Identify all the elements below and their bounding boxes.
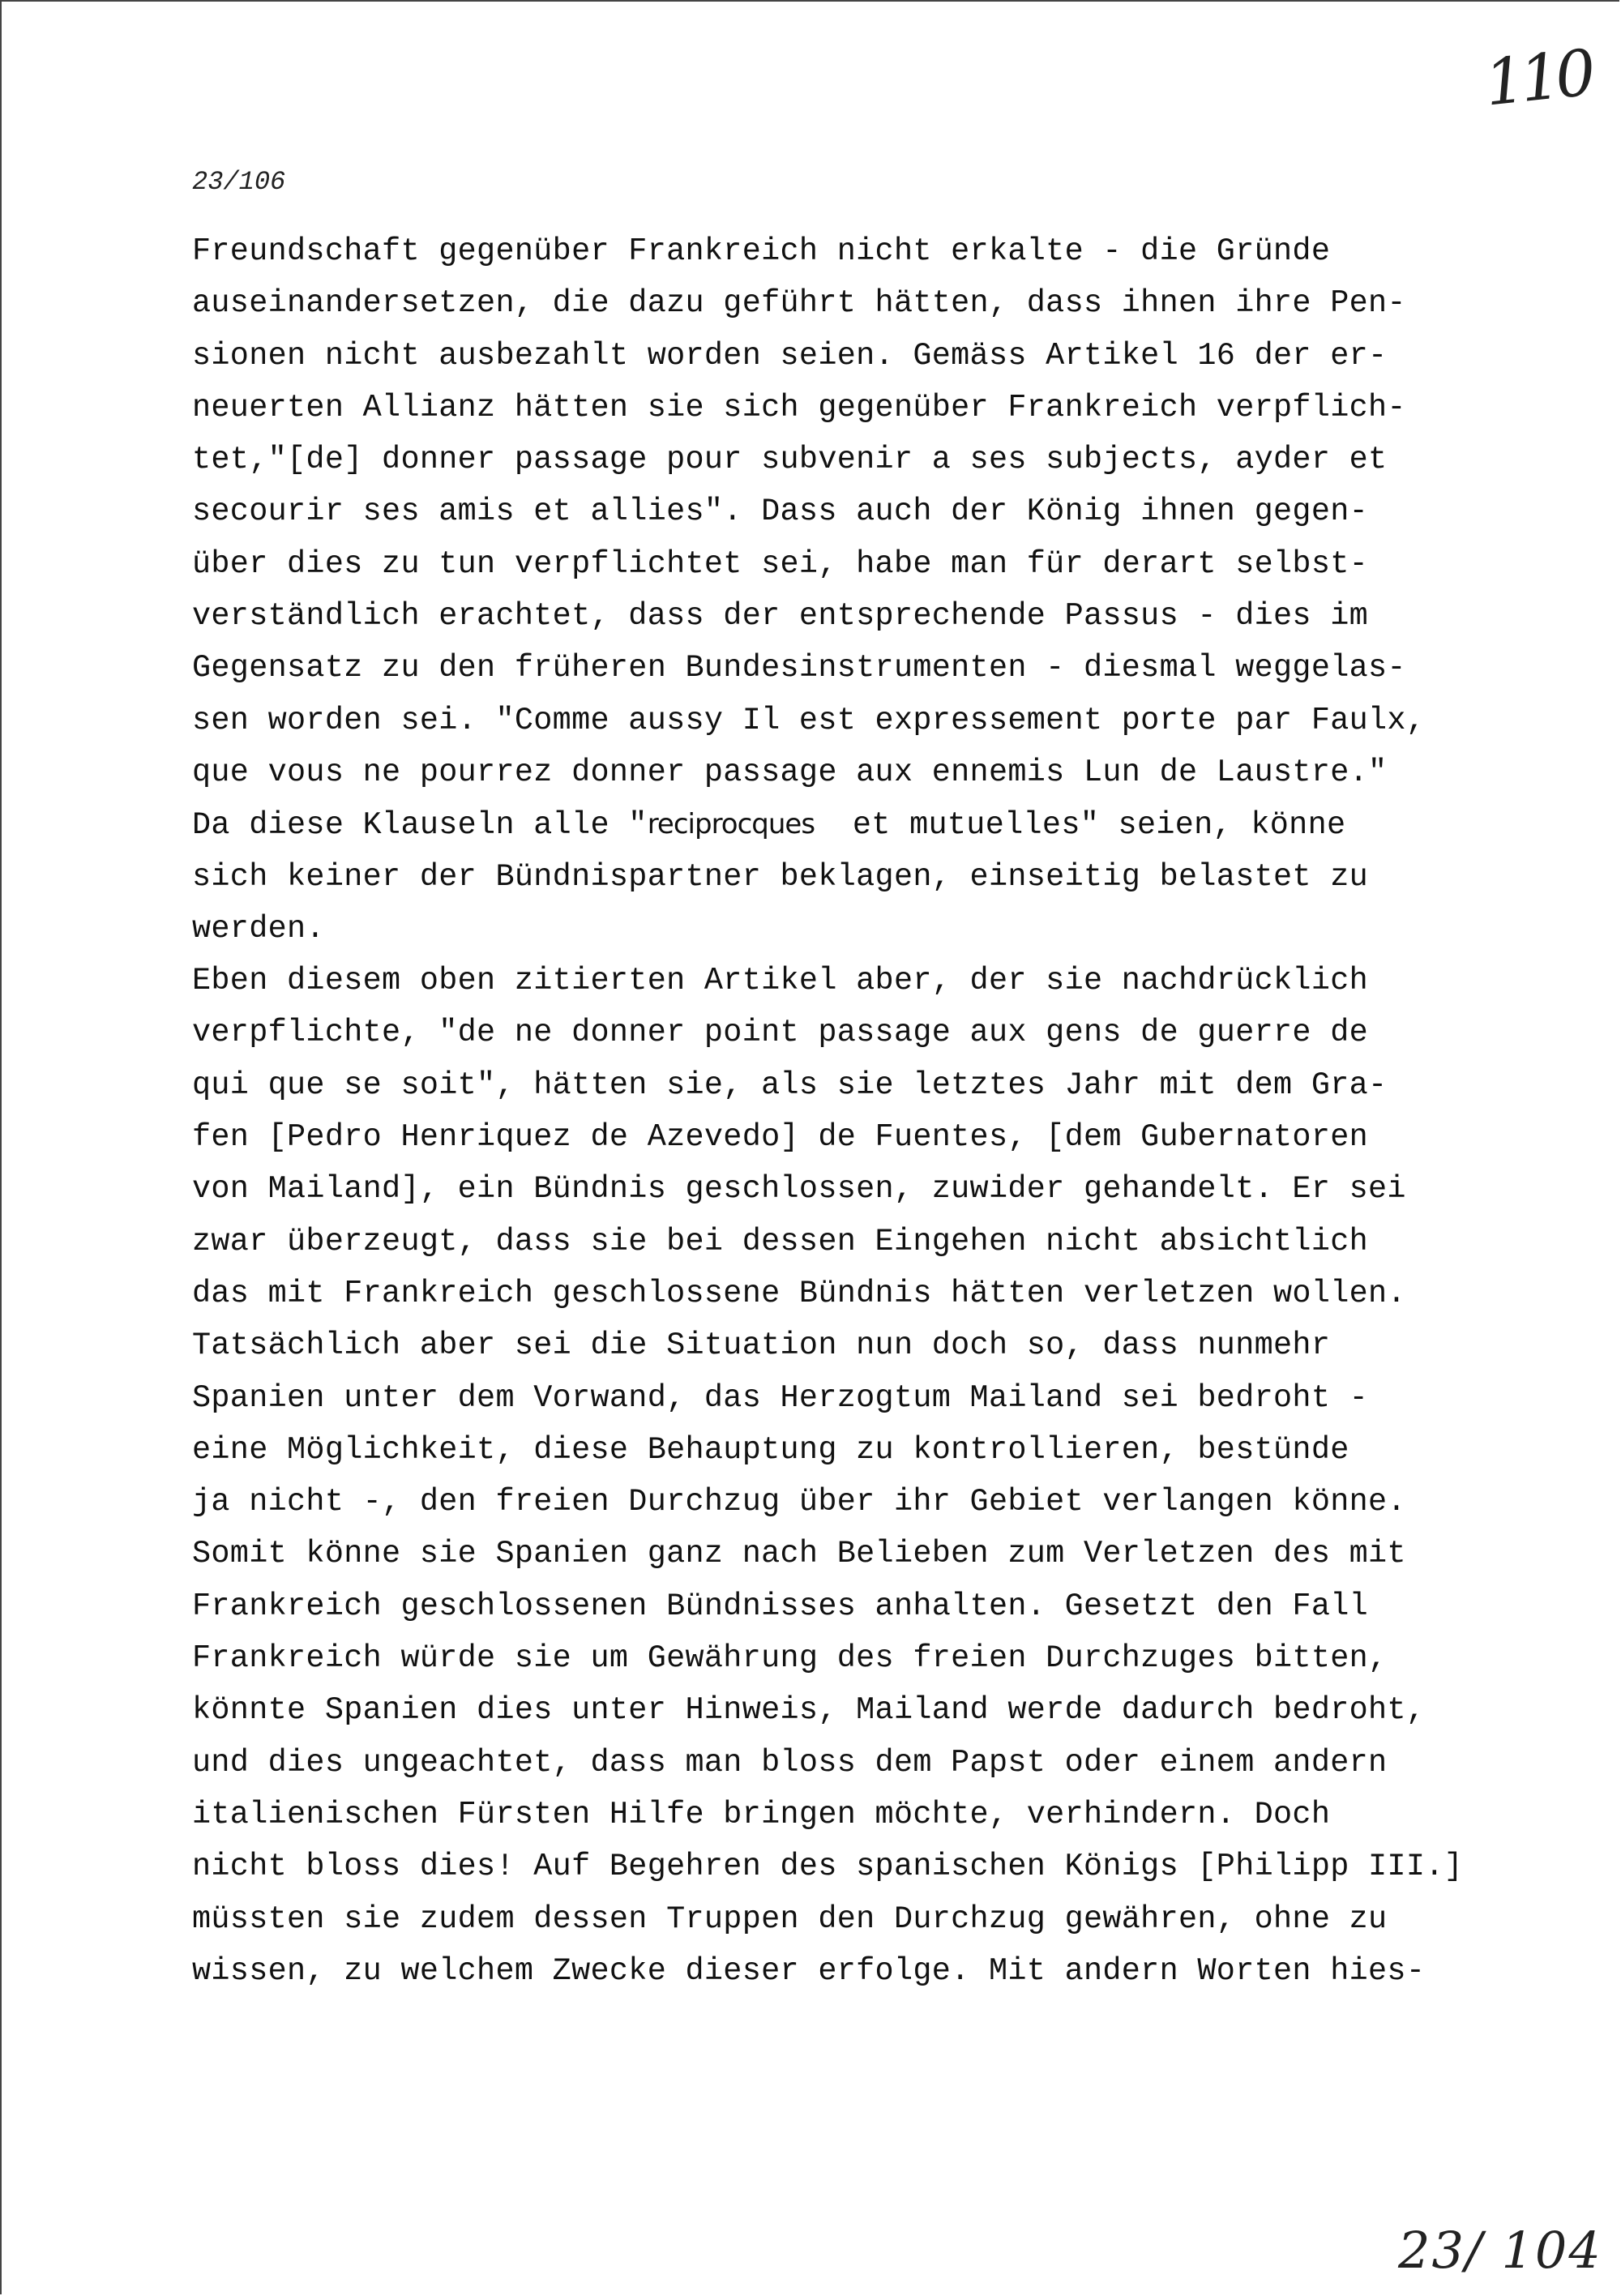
text-line: Somit könne sie Spanien ganz nach Belieben zum Verletzen des mit <box>192 1536 1406 1572</box>
body-text <box>192 225 1489 1997</box>
text-line: tet,"[de] donner passage pour subvenir a ses subjects, ayder et <box>192 442 1388 478</box>
text-line: Tatsächlich aber sei die Situation nun doch so, dass nunmehr <box>192 1328 1331 1364</box>
text-segment: Da diese Klauseln alle " <box>192 807 648 844</box>
text-line: sionen nicht ausbezahlt worden seien. Gemäss Artikel 16 der er- <box>192 337 1388 374</box>
text-line: auseinandersetzen, die dazu geführt hätten, dass ihnen ihre Pen- <box>192 285 1406 322</box>
page-reference: 23/106 <box>192 167 286 197</box>
text-line: Frankreich geschlossenen Bündnisses anhalten. Gesetzt den Fall <box>192 1588 1369 1624</box>
text-line: wissen, zu welchem Zwecke dieser erfolge. Mit andern Worten hies- <box>192 1952 1426 1989</box>
text-line: Gegensatz zu den früheren Bundesinstrumenten - diesmal weggelas- <box>192 650 1406 686</box>
text-segment: et mutuelles" seien, könne <box>815 807 1346 844</box>
text-line: über dies zu tun verpflichtet sei, habe man für derart selbst- <box>192 545 1369 582</box>
text-line: das mit Frankreich geschlossene Bündnis hätten verletzen wollen. <box>192 1275 1406 1311</box>
text-line: neuerten Allianz hätten sie sich gegenüber Frankreich verpflich- <box>192 389 1406 425</box>
text-line: verständlich erachtet, dass der entsprechende Passus - dies im <box>192 598 1369 635</box>
text-line: fen [Pedro Henriquez de Azevedo] de Fuentes, [dem Gubernatoren <box>192 1119 1369 1156</box>
text-line: que vous ne pourrez donner passage aux ennemis Lun de Laustre." <box>192 754 1388 790</box>
text-line-with-correction <box>192 798 1489 850</box>
text-line: Spanien unter dem Vorwand, das Herzogtum Mailand sei bedroht - <box>192 1379 1369 1416</box>
text-line: Frankreich würde sie um Gewährung des freien Durchzuges bitten, <box>192 1640 1388 1677</box>
text-line: Freundschaft gegenüber Frankreich nicht erkalte - die Gründe <box>192 233 1331 269</box>
text-line: secourir ses amis et allies". Dass auch der König ihnen gegen- <box>192 494 1369 530</box>
text-line: Eben diesem oben zitierten Artikel aber, der sie nachdrücklich <box>192 963 1369 999</box>
text-line: werden. <box>192 910 325 947</box>
handwritten-page-number: 23/ 104 <box>1398 2221 1602 2280</box>
text-line: von Mailand], ein Bündnis geschlossen, zuwider gehandelt. Er sei <box>192 1171 1406 1208</box>
text-line: könnte Spanien dies unter Hinweis, Mailand werde dadurch bedroht, <box>192 1692 1426 1729</box>
text-line: zwar überzeugt, dass sie bei dessen Eingehen nicht absichtlich <box>192 1223 1369 1259</box>
text-line: italienischen Fürsten Hilfe bringen möchte, verhindern. Doch <box>192 1796 1331 1832</box>
text-line: verpflichte, "de ne donner point passage aux gens de guerre de <box>192 1015 1369 1051</box>
text-line: qui que se soit", hätten sie, als sie letztes Jahr mit dem Gra- <box>192 1067 1388 1103</box>
text-line: nicht bloss dies! Auf Begehren des spanischen Königs [Philipp III.] <box>192 1849 1464 1885</box>
text-line: sich keiner der Bündnispartner beklagen, einseitig belastet zu <box>192 858 1369 895</box>
text-line: und dies ungeachtet, dass man bloss dem Papst oder einem andern <box>192 1744 1388 1781</box>
archive-page-number: 110 <box>1481 36 1595 121</box>
text-line: sen worden sei. "Comme aussy Il est expressement porte par Faulx, <box>192 702 1426 738</box>
text-line: müssten sie zudem dessen Truppen den Durchzug gewähren, ohne zu <box>192 1901 1388 1937</box>
text-line: ja nicht -, den freien Durchzug über ihr Gebiet verlangen könne. <box>192 1484 1406 1520</box>
handwritten-correction: reciprocques <box>647 808 815 841</box>
text-line: eine Möglichkeit, diese Behauptung zu kontrollieren, bestünde <box>192 1431 1349 1468</box>
